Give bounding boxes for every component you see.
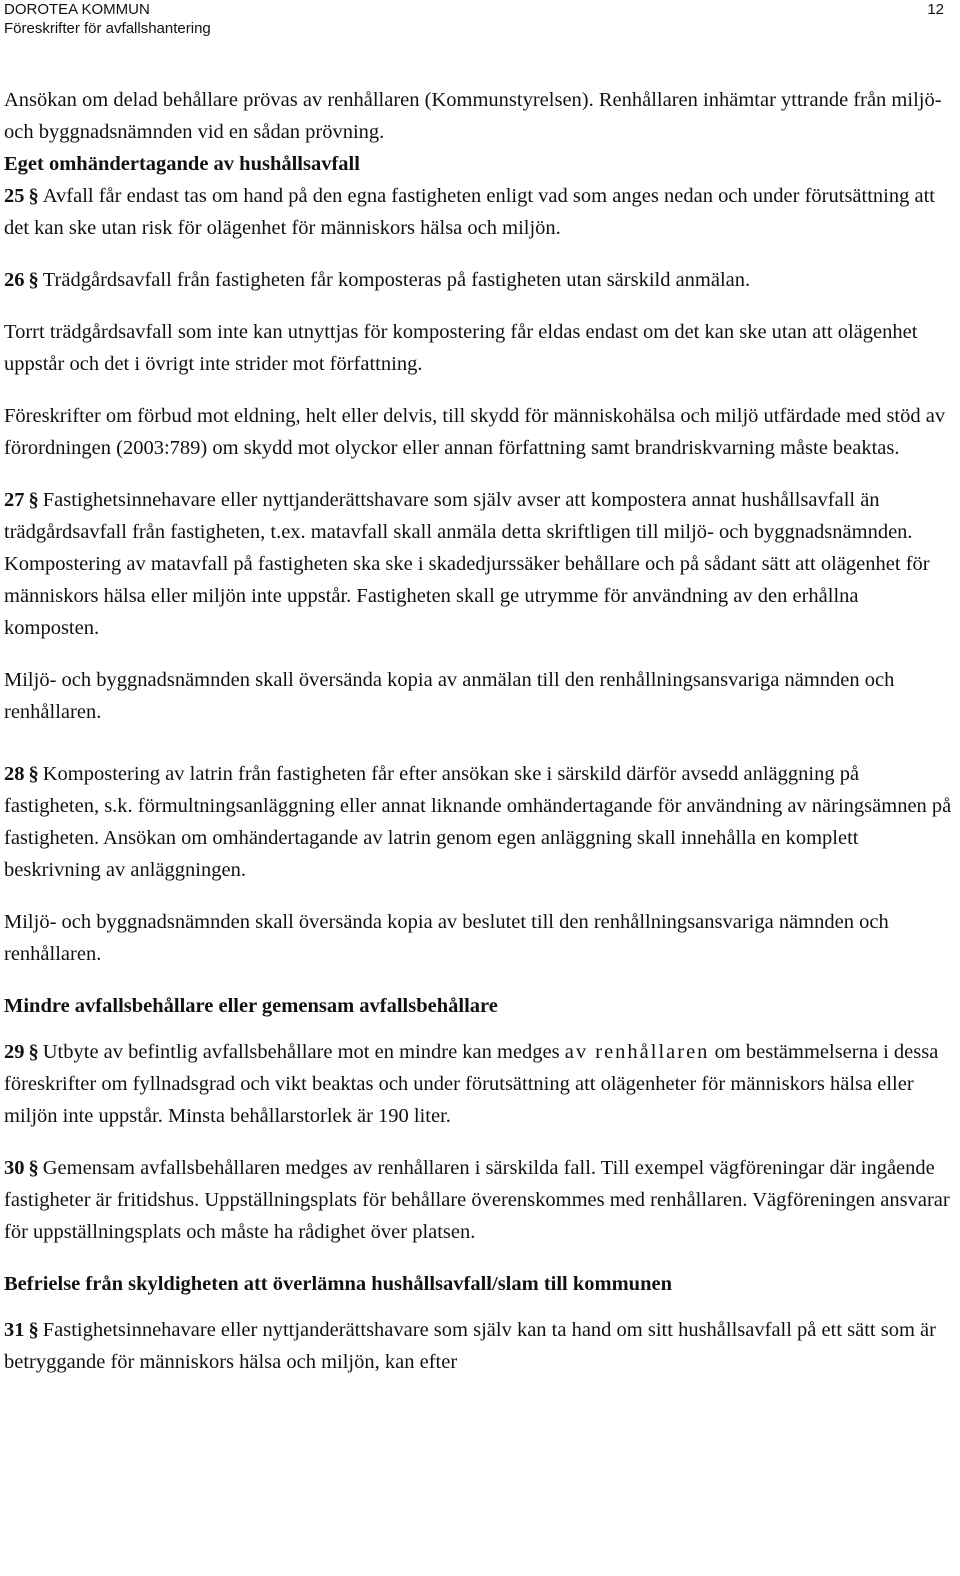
section-number: 31 — [4, 1319, 25, 1341]
heading-mindre-avfallsbehallare: Mindre avfallsbehållare eller gemensam avfallsbehållare — [4, 995, 498, 1017]
section-number: 25 — [4, 185, 25, 207]
section-25 — [4, 180, 956, 244]
page-header — [4, 0, 954, 38]
section-text: Fastighetsinnehavare eller nyttjanderättshavare som själv avser att kompostera annat hushållsavfall än trädgårdsavfall från fastigheten, t.ex. matavfall skall anmäla detta skriftligen till miljö- och byggnadsnämnden. Kompostering av matavfall på fastigheten ska ske i skadedjurssäker behållare och på sådant sätt att olägenhet för människors hälsa eller miljön inte uppstår. Fastigheten skall ge utrymme för användning av den erhållna komposten. — [4, 489, 930, 639]
section-text-continued: om bestämmelserna i dessa föreskrifter om fyllnadsgrad och vikt beaktas och under förutsättning att olägenheter för människors hälsa eller miljön inte uppstår. Minsta behållarstorlek är 190 liter. — [4, 1041, 939, 1127]
section-number: 29 — [4, 1041, 25, 1063]
section-31 — [4, 1314, 956, 1378]
section-30 — [4, 1152, 956, 1248]
paragraph-sign: § — [28, 489, 39, 511]
section-text: Fastighetsinnehavare eller nyttjanderättshavare som själv kan ta hand om sitt hushållsavfall på ett sätt som är betryggande för människors hälsa och miljön, kan efter — [4, 1319, 936, 1373]
header-document-title: Föreskrifter för avfallshantering — [4, 20, 211, 37]
intro-paragraph: Ansökan om delad behållare prövas av renhållaren (Kommunstyrelsen). Renhållaren inhämtar yttrande från miljö- och byggnadsnämnden vid en sådan prövning. — [4, 89, 942, 143]
document-body — [4, 84, 956, 1378]
paragraph-sign: § — [28, 1157, 39, 1179]
section-29 — [4, 1036, 956, 1132]
section-27 — [4, 484, 956, 644]
paragraph-sign: § — [28, 185, 39, 207]
section-28 — [4, 758, 956, 886]
heading-befrielse: Befrielse från skyldigheten att överlämna hushållsavfall/slam till kommunen — [4, 1273, 672, 1295]
section-text: Gemensam avfallsbehållaren medges av renhållaren i särskilda fall. Till exempel vägföreningar där ingående fastigheter är fritidshus. Uppställningsplats för behållare överenskommes med renhållaren. Vägföreningen ansvarar för uppställningsplats och måste ha rådighet över platsen. — [4, 1157, 950, 1243]
paragraph-sign: § — [28, 1041, 39, 1063]
section-text-spaced: av renhållaren — [564, 1041, 710, 1063]
section-26 — [4, 264, 956, 296]
page-number: 12 — [927, 1, 944, 18]
section-text: Kompostering av latrin från fastigheten får efter ansökan ske i särskild därför avsedd anläggning på fastigheten, s.k. förmultningsanläggning eller annat liknande omhändertagande för användning av näringsämnen på fastigheten. Ansökan om omhändertagande av latrin genom egen anläggning skall innehålla en komplett beskrivning av anläggningen. — [4, 763, 952, 881]
section-number: 30 — [4, 1157, 25, 1179]
section-text: Utbyte av befintlig avfallsbehållare mot en mindre kan medges — [42, 1041, 560, 1063]
section-number: 26 — [4, 269, 25, 291]
heading-eget-omhandertagande: Eget omhändertagande av hushållsavfall — [4, 153, 360, 175]
section-number: 28 — [4, 763, 25, 785]
kopia-anmalan-paragraph: Miljö- och byggnadsnämnden skall översända kopia av anmälan till den renhållningsansvariga nämnden och renhållaren. — [4, 669, 895, 723]
paragraph-sign: § — [28, 269, 39, 291]
paragraph-sign: § — [28, 1319, 39, 1341]
kopia-beslut-paragraph: Miljö- och byggnadsnämnden skall översända kopia av beslutet till den renhållningsansvariga nämnden och renhållaren. — [4, 911, 889, 965]
foreskrifter-paragraph: Föreskrifter om förbud mot eldning, helt eller delvis, till skydd för människohälsa och miljö utfärdade med stöd av förordningen (2003:789) om skydd mot olyckor eller annan författning samt brandriskvarning måste beaktas. — [4, 405, 946, 459]
section-number: 27 — [4, 489, 25, 511]
section-text: Avfall får endast tas om hand på den egna fastigheten enligt vad som anges nedan och under förutsättning att det kan ske utan risk för olägenhet för människors hälsa och miljön. — [4, 185, 935, 239]
section-text: Trädgårdsavfall från fastigheten får komposteras på fastigheten utan särskild anmälan. — [42, 269, 751, 291]
header-organization: DOROTEA KOMMUN — [4, 1, 150, 18]
paragraph-sign: § — [28, 763, 39, 785]
torrt-paragraph: Torrt trädgårdsavfall som inte kan utnyttjas för kompostering får eldas endast om det kan ske utan att olägenhet uppstår och det i övrigt inte strider mot författning. — [4, 321, 918, 375]
